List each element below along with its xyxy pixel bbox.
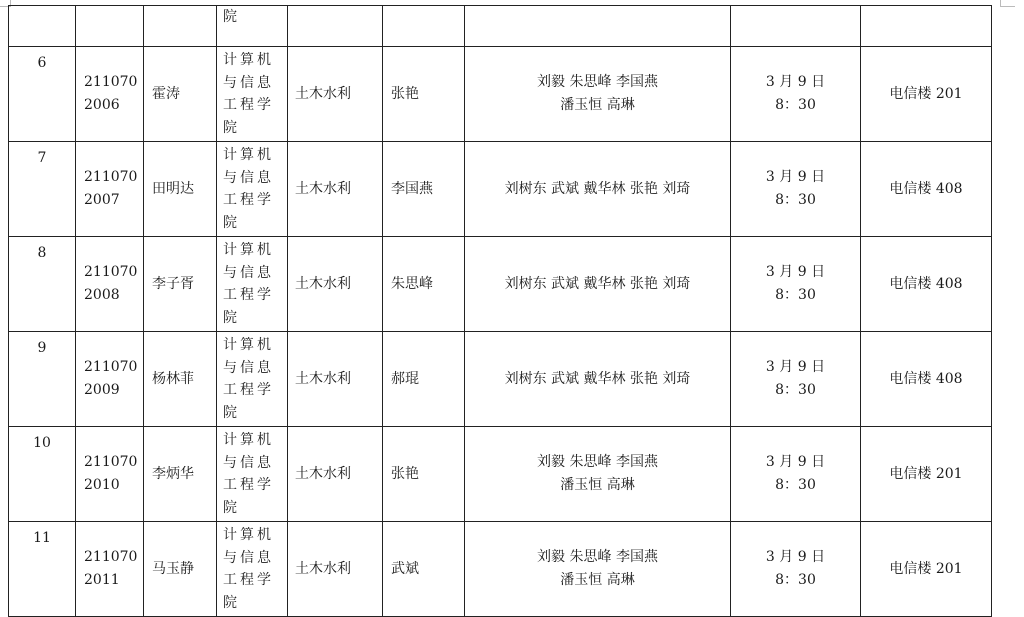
- college-line: 院: [223, 119, 240, 136]
- cell-advisor: [383, 6, 465, 47]
- college-line: 计算机: [223, 337, 274, 353]
- time: 8：30: [775, 382, 816, 398]
- cell-name: [144, 6, 217, 47]
- time: 8：30: [775, 97, 816, 113]
- panel-line2: 潘玉恒 高琳: [560, 97, 635, 113]
- cell-name: 李子胥: [144, 237, 217, 332]
- cell-major: 土木水利: [288, 522, 383, 617]
- college-line: 工程学: [223, 572, 274, 588]
- cell-id: [76, 332, 144, 427]
- cell-panel: [465, 142, 731, 237]
- date: 3 月 9 日: [765, 169, 826, 185]
- cell-name: 田明达: [144, 142, 217, 237]
- student-id-line2: 2006: [84, 97, 120, 113]
- panel-line1: 刘毅 朱思峰 李国燕: [537, 454, 658, 470]
- college-tail: 院: [223, 9, 240, 25]
- panel-line1: 刘毅 朱思峰 李国燕: [537, 74, 658, 90]
- college-line: 院: [223, 309, 240, 326]
- cell-time: [731, 427, 861, 522]
- cell-name: 霍涛: [144, 47, 217, 142]
- cell-advisor: 张艳: [383, 427, 465, 522]
- college-line: 工程学: [223, 192, 274, 208]
- cell-name: 李炳华: [144, 427, 217, 522]
- cell-room: 电信楼 408: [861, 237, 992, 332]
- cell-name: 马玉静: [144, 522, 217, 617]
- cell-time: [731, 47, 861, 142]
- cell-college: [217, 237, 288, 332]
- cell-name: 杨林菲: [144, 332, 217, 427]
- cell-id: [76, 142, 144, 237]
- cell-num: 7: [9, 142, 76, 237]
- cell-major: 土木水利: [288, 332, 383, 427]
- cell-time: [731, 332, 861, 427]
- cell-panel: [465, 332, 731, 427]
- student-id-line1: 211070: [84, 169, 138, 185]
- college-line: 与信息: [223, 549, 274, 566]
- college-line: 计算机: [223, 432, 274, 448]
- cell-room: 电信楼 201: [861, 47, 992, 142]
- college-line: 计算机: [223, 52, 274, 68]
- college-line: 院: [223, 214, 240, 231]
- cell-advisor: 李国燕: [383, 142, 465, 237]
- cell-college: [217, 332, 288, 427]
- cell-major: 土木水利: [288, 427, 383, 522]
- cell-id: [76, 47, 144, 142]
- student-id-line1: 211070: [84, 549, 138, 565]
- time: 8：30: [775, 477, 816, 493]
- cell-id: [76, 522, 144, 617]
- time: 8：30: [775, 287, 816, 303]
- page-corner-mark-right: [1000, 0, 1015, 7]
- cell-room: 电信楼 201: [861, 427, 992, 522]
- cell-major: 土木水利: [288, 237, 383, 332]
- cell-id: [76, 237, 144, 332]
- student-id-line2: 2010: [84, 477, 120, 493]
- student-id-line2: 2007: [84, 192, 120, 208]
- cell-panel: [465, 47, 731, 142]
- continued-row: [9, 6, 992, 47]
- cell-time: [731, 142, 861, 237]
- cell-major: [288, 6, 383, 47]
- table-row: [9, 332, 992, 427]
- college-line: 工程学: [223, 382, 274, 398]
- cell-advisor: 张艳: [383, 47, 465, 142]
- table-row: [9, 237, 992, 332]
- college-line: 工程学: [223, 477, 274, 493]
- cell-college: [217, 6, 288, 47]
- college-line: 与信息: [223, 454, 274, 471]
- cell-room: 电信楼 408: [861, 142, 992, 237]
- cell-college: [217, 142, 288, 237]
- college-line: 与信息: [223, 264, 274, 281]
- college-line: 计算机: [223, 242, 274, 258]
- panel-line2: 潘玉恒 高琳: [560, 572, 635, 588]
- cell-college: [217, 47, 288, 142]
- cell-panel: [465, 6, 731, 47]
- panel-line1: 刘树东 武斌 戴华林 张艳 刘琦: [504, 370, 691, 387]
- cell-advisor: 朱思峰: [383, 237, 465, 332]
- panel-line2: 潘玉恒 高琳: [560, 477, 635, 493]
- cell-num: 11: [9, 522, 76, 617]
- cell-num: 6: [9, 47, 76, 142]
- student-id-line1: 211070: [84, 74, 138, 90]
- cell-advisor: 郝琨: [383, 332, 465, 427]
- cell-room: 电信楼 408: [861, 332, 992, 427]
- cell-college: [217, 522, 288, 617]
- student-id-line1: 211070: [84, 359, 138, 375]
- cell-panel: [465, 522, 731, 617]
- cell-college: [217, 427, 288, 522]
- cell-time: [731, 237, 861, 332]
- panel-line1: 刘树东 武斌 戴华林 张艳 刘琦: [504, 275, 691, 292]
- cell-time: [731, 522, 861, 617]
- college-line: 院: [223, 499, 240, 516]
- college-line: 院: [223, 404, 240, 421]
- college-line: 计算机: [223, 147, 274, 163]
- date: 3 月 9 日: [765, 74, 826, 90]
- college-line: 计算机: [223, 527, 274, 543]
- student-id-line1: 211070: [84, 264, 138, 280]
- date: 3 月 9 日: [765, 454, 826, 470]
- cell-major: 土木水利: [288, 142, 383, 237]
- college-line: 工程学: [223, 287, 274, 303]
- table-row: [9, 47, 992, 142]
- time: 8：30: [775, 572, 816, 588]
- date: 3 月 9 日: [765, 264, 826, 280]
- college-line: 工程学: [223, 97, 274, 113]
- table-row: [9, 427, 992, 522]
- cell-room: 电信楼 201: [861, 522, 992, 617]
- panel-line1: 刘树东 武斌 戴华林 张艳 刘琦: [504, 180, 691, 197]
- date: 3 月 9 日: [765, 359, 826, 375]
- cell-id: [76, 427, 144, 522]
- college-line: 院: [223, 594, 240, 611]
- defense-schedule-table: [8, 5, 992, 617]
- student-id-line2: 2011: [84, 572, 120, 588]
- cell-num: [9, 6, 76, 47]
- cell-panel: [465, 237, 731, 332]
- panel-line1: 刘毅 朱思峰 李国燕: [537, 549, 658, 565]
- college-line: 与信息: [223, 169, 274, 186]
- cell-num: 8: [9, 237, 76, 332]
- cell-num: 10: [9, 427, 76, 522]
- cell-room: [861, 6, 992, 47]
- table-row: [9, 142, 992, 237]
- time: 8：30: [775, 192, 816, 208]
- cell-advisor: 武斌: [383, 522, 465, 617]
- cell-panel: [465, 427, 731, 522]
- cell-major: 土木水利: [288, 47, 383, 142]
- table-row: [9, 522, 992, 617]
- college-line: 与信息: [223, 74, 274, 91]
- college-line: 与信息: [223, 359, 274, 376]
- student-id-line1: 211070: [84, 454, 138, 470]
- cell-id: [76, 6, 144, 47]
- cell-num: 9: [9, 332, 76, 427]
- student-id-line2: 2009: [84, 382, 120, 398]
- student-id-line2: 2008: [84, 287, 120, 303]
- cell-time: [731, 6, 861, 47]
- date: 3 月 9 日: [765, 549, 826, 565]
